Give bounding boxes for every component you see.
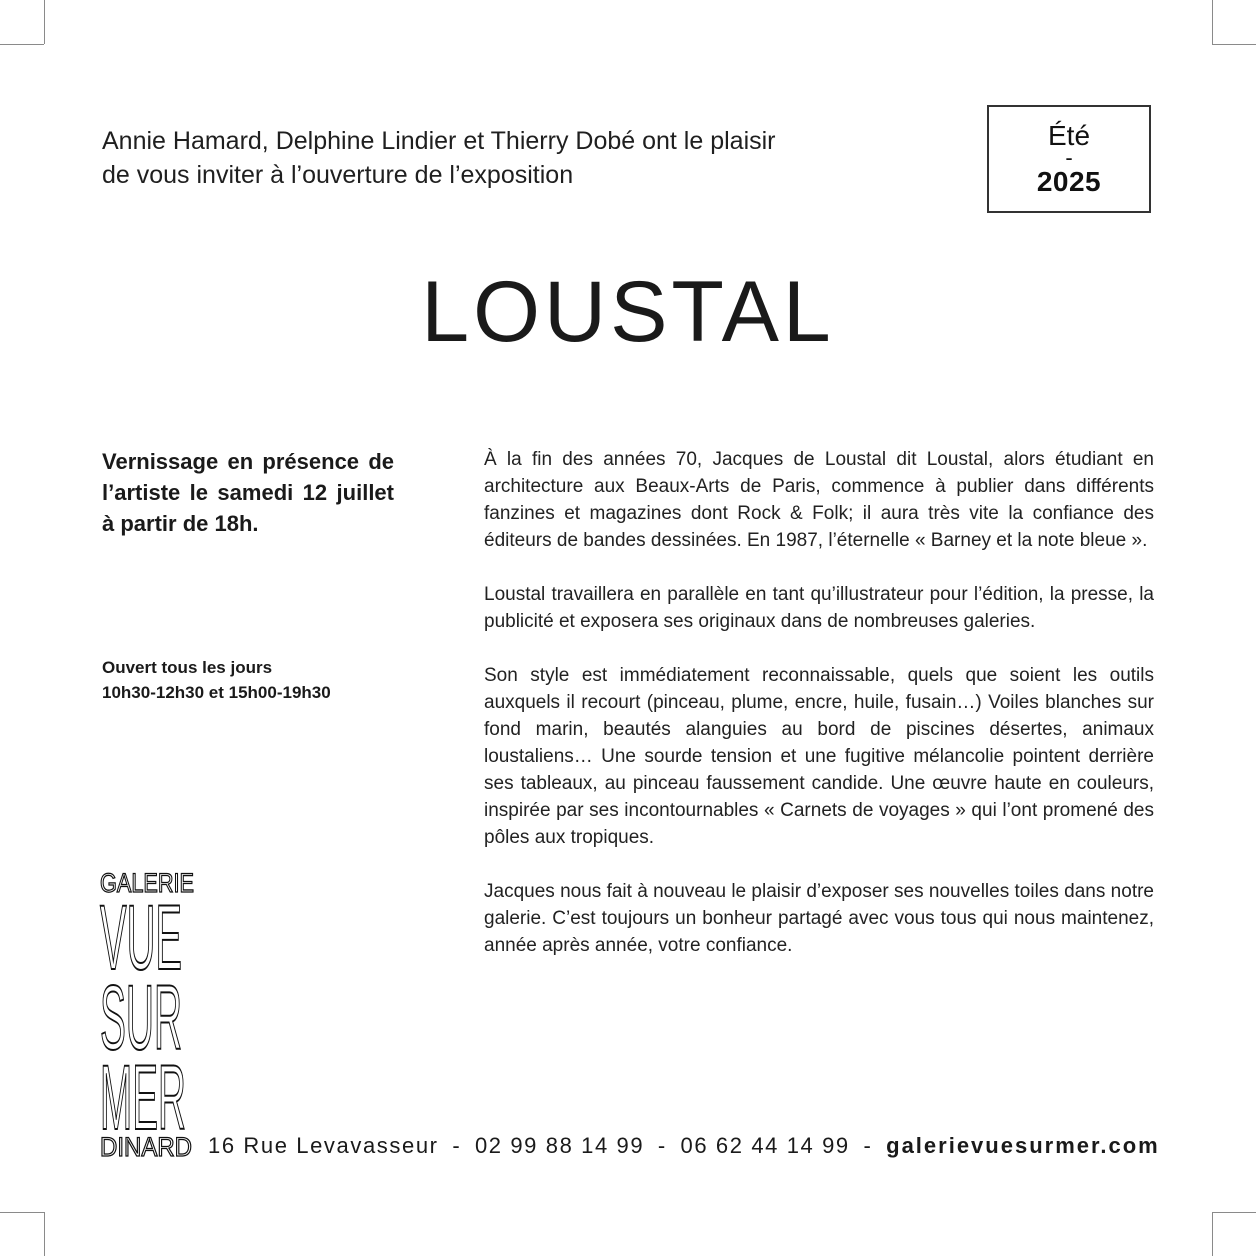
artist-biography: [484, 446, 1154, 986]
bio-paragraph-2: Loustal travaillera en parallèle en tant qu’illustrateur pour l’édition, la presse, la publicité et exposera ses originaux dans de nombreuses galeries.: [484, 584, 1154, 632]
logo-word-mer: MER: [100, 1047, 186, 1149]
vernissage-info: Vernissage en présence de l’artiste le samedi 12 juillet à partir de 18h.: [102, 449, 394, 536]
logo-word-sur: SUR: [100, 967, 182, 1069]
crop-mark: [1212, 0, 1213, 44]
footer-address: 16 Rue Levavasseur: [208, 1133, 439, 1158]
logo-word-vue: VUE: [100, 887, 182, 989]
season-badge: [987, 105, 1151, 213]
bio-paragraph-4: Jacques nous fait à nouveau le plaisir d’exposer ses nouvelles toiles dans notre galerie. C’est toujours un bonheur partagé avec vous tous qui nous maintenez, année après année, votre confiance.: [484, 881, 1154, 956]
intro-line-2: de vous inviter à l’ouverture de l’exposition: [102, 161, 574, 189]
logo-dinard: DINARD: [100, 1132, 192, 1162]
bio-paragraph-3: Son style est immédiatement reconnaissable, quels que soient les outils auxquels il recourt (pinceau, plume, encre, huile, fusain…) Voiles blanches sur fond marin, beautés alanguies au bord de piscines désertes, animaux loustaliens… Une sourde tension et une fugitive mélancolie pointent derrière ses tableaux, au pinceau faussement candide. Une œuvre haute en couleurs, inspirée par ses incontournables « Carnets de voyages » qui l’ont promené des pôles aux tropiques.: [484, 665, 1154, 848]
opening-hours: [102, 655, 402, 705]
crop-mark: [1212, 1212, 1256, 1213]
footer-website-link[interactable]: galerievuesurmer.com: [886, 1133, 1160, 1158]
footer-separator: -: [657, 1133, 667, 1158]
logo-galerie: GALERIE: [100, 868, 194, 898]
season-year: 2025: [1036, 166, 1102, 197]
hours-line-2: 10h30-12h30 et 15h00-19h30: [102, 683, 331, 702]
gallery-logo: [96, 864, 206, 1164]
bio-paragraph-1: À la fin des années 70, Jacques de Loustal dit Loustal, alors étudiant en architecture aux Beaux-Arts de Paris, commence à publier dans différents fanzines et magazines dont Rock & Folk; il aura très vite la confiance des éditeurs de bandes dessinées. En 1987, l’éternelle « Barney et la note bleue ».: [484, 449, 1154, 551]
intro-line-1: Annie Hamard, Delphine Lindier et Thierry Dobé ont le plaisir: [102, 127, 776, 155]
hours-line-1: Ouvert tous les jours: [102, 658, 273, 677]
invitation-intro: [102, 124, 862, 192]
footer-separator: -: [863, 1133, 873, 1158]
crop-mark: [0, 1212, 44, 1213]
crop-mark: [44, 1212, 45, 1256]
artist-title: LOUSTAL: [421, 264, 835, 360]
footer-separator: -: [452, 1133, 462, 1158]
contact-footer: [208, 1128, 1168, 1164]
crop-mark: [44, 0, 45, 44]
footer-phone-1: 02 99 88 14 99: [474, 1133, 645, 1158]
crop-mark: [0, 44, 44, 45]
season-dash: -: [1065, 145, 1073, 170]
crop-mark: [1212, 1212, 1213, 1256]
footer-phone-2: 06 62 44 14 99: [680, 1133, 850, 1158]
crop-mark: [1212, 44, 1256, 45]
season-label: Été: [1047, 120, 1091, 151]
